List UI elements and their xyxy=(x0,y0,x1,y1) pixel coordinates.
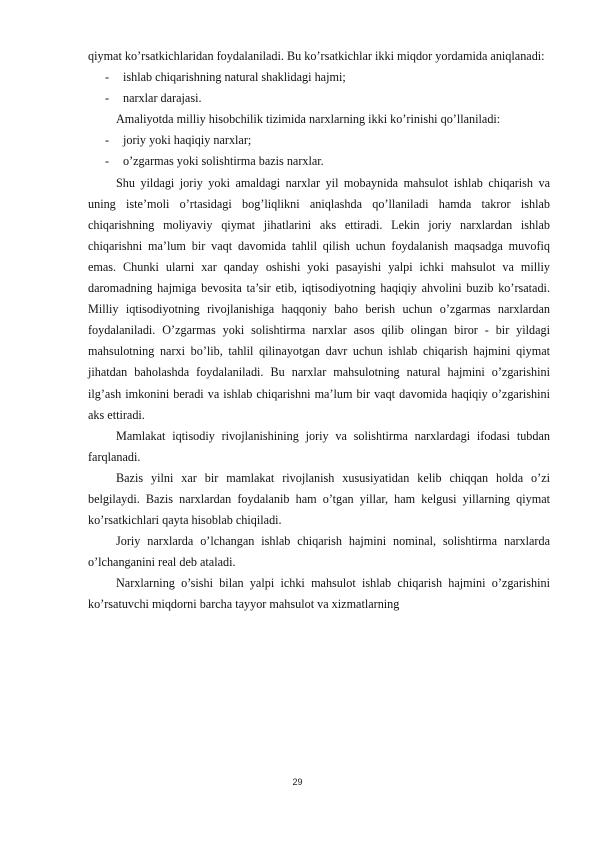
paragraph: Bazis yilni xar bir mamlakat rivojlanish xususiyatidan kelib chiqqan holda o’zi belgilaydi. Bazis narxlardan foydalanib ham o’tgan yillar, ham kelgusi yillarning qiymat ko’rsatkichlari qayta hisoblab chiqiladi. xyxy=(88,470,550,528)
paragraph: Amaliyotda milliy hisobchilik tizimida narxlarning ikki ko’rinishi qo’llaniladi: xyxy=(116,112,501,127)
list-item xyxy=(88,151,550,172)
paragraph: Mamlakat iqtisodiy rivojlanishining joriy va solishtirma narxlardagi ifodasi tubdan farqlanadi. xyxy=(88,428,550,464)
list-item xyxy=(88,130,550,151)
paragraph: Narxlarning o’sishi bilan yalpi ichki mahsulot ishlab chiqarish hajmini o’zgarishini ko’rsatuvchi miqdorni barcha tayyor mahsulot va xizmatlarning xyxy=(88,576,550,612)
list-item-text: joriy yoki haqiqiy narxlar; xyxy=(123,133,252,148)
paragraph: qiymat ko’rsatkichlaridan foydalaniladi. Bu ko’rsatkichlar ikki miqdor yordamida aniqlanadi: xyxy=(88,49,545,63)
paragraph: Joriy narxlarda o’lchangan ishlab chiqarish hajmini nominal, solishtirma narxlarda o’lchanganini real deb ataladi. xyxy=(88,534,550,570)
body-text xyxy=(88,46,550,616)
list-dash: - xyxy=(105,133,110,148)
list-item-text: narxlar darajasi. xyxy=(123,91,202,106)
list-item-text: ishlab chiqarishning natural shaklidagi hajmi; xyxy=(123,70,346,85)
list-item xyxy=(88,88,550,109)
list-item xyxy=(88,67,550,88)
list-dash: - xyxy=(105,154,110,169)
list-dash: - xyxy=(105,70,110,85)
list-item-text: o’zgarmas yoki solishtirma bazis narxlar. xyxy=(123,154,324,169)
page-number: 29 xyxy=(292,777,303,787)
paragraph: Shu yildagi joriy yoki amaldagi narxlar yil mobaynida mahsulot ishlab chiqarish va uning iste’moli o’rtasidagi bog’liqlikni aniqlashda qo’llaniladi hamda takror ishlab chiqarishning moliyaviy qiymat jihatlarini aks ettiradi. Lekin joriy narxlardan ishlab chiqarishni ma’lum bir vaqt davomida tahlil qilish uchun foydalanish maqsadga muvofiq emas. Chunki ularni xar qanday oshishi yoki pasayishi yalpi ichki mahsulot va milliy daromadning hajmiga bevosita ta’sir etib, iqtisodiyotning haqiqiy ahvolini buzib ko’rsatadi. Milliy iqtisodiyotning rivojlanishiga haqqoniy baho berish uchun o’zgarmas narxlardan foydalaniladi. O’zgarmas yoki solishtirma narxlar asos qilib olingan biror - bir yildagi mahsulotning narxi bo’lib, tahlil qilinayotgan davr uchun ishlab chiqarish hajmini qiymat jihatdan baholashda foydalaniladi. Bu narxlar mahsulotning natural hajmini o’zgarishini ilg’ash imkonini beradi va ishlab chiqarishni ma’lum bir vaqt davomida haqiqiy o’zgarishini aks ettiradi. xyxy=(88,175,550,422)
list-dash: - xyxy=(105,91,110,106)
